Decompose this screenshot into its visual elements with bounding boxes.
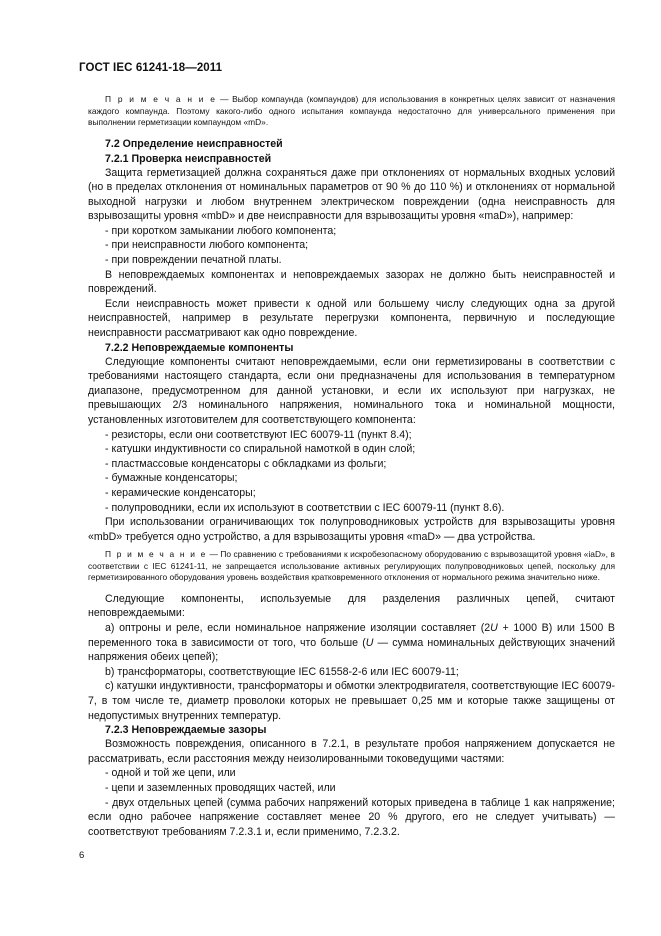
note-paragraph [88,94,615,129]
paragraph-item-c: с) катушки индуктивности, трансформаторы и обмотки электродвигателя, соответствующие IEC 60079-7, в том числе те, диаметр проволоки которых не превышает 0,25 мм и которые также защищены от недопустимых внутренних температур. [88,680,615,722]
variable-u: U [365,636,374,649]
list-item: - бумажные конденсаторы; [105,472,238,485]
list-item: - при повреждении печатной платы. [105,254,282,267]
paragraph: Возможность повреждения, описанного в 7.2.1, в результате пробоя напряжением допускается не рассматривать, если расстояния между неизолированными токоведущими частями: [88,738,615,765]
document-body [88,94,615,839]
section-heading-7-2-1: 7.2.1 Проверка неисправностей [105,152,272,165]
note-label: П р и м е ч а н и е [105,94,217,104]
list-item: - двух отдельных цепей (сумма рабочих напряжений которых приведена в таблице 1 как напряжение; если одно рабочее напряжение составляет менее 20 % другого, его не следует учитывать) — соответствуют требованиям 7.2.3.1 и, если применимо, 7.2.3.2. [88,796,615,838]
paragraph: Следующие компоненты считают неповреждаемыми, если они герметизированы в соответствии с требованиями настоящего стандарта, если они предназначены для использования в температурном диапазоне, предусмотренном для данной установки, и если их используют при нагрузках, не превышающих 2/3 номинального напряжения, номинального тока и номинальной мощности, установленных изготовителем для соответствующего компонента: [88,355,615,426]
list-item: - полупроводники, если их используют в соответствии с IEC 60079-11 (пункт 8.6). [105,501,505,514]
paragraph-item-b: b) трансформаторы, соответствующие IEC 61558-2-6 или IEC 60079-11; [105,665,459,678]
paragraph: Защита герметизацией должна сохраняться даже при отклонениях от нормальных входных условий (но в пределах отклонения от номинальных параметров от 90 % до 110 %) и отклонениях от нормальной выходной нагрузки и любом внутреннем электрическом повреждении (одна неисправность для взрывозащиты уровня «mbD» и две неисправности для взрывозащиты уровня «maD»), например: [88,166,615,223]
note-paragraph [88,549,615,584]
list-item: - одной и той же цепи, или [105,767,236,780]
text-run: — сумма номинальных действующих значений напряжения обеих цепей); [88,636,615,664]
list-item: - при неисправности любого компонента; [105,239,309,252]
text-run: + 1000 В) или 1500 В переменного тока в зависимости от того, что больше ( [88,622,615,649]
note-text: — Выбор компаунда (компаундов) для использования в конкретных целях зависит от назначения каждого компаунда. Поэтому какого-либо одного испытания компаунда недостаточно для универсального применения при выполнении герметизации компаундом «mD». [88,94,615,127]
variable-u: U [490,622,498,635]
paragraph: В неповреждаемых компонентах и неповреждаемых зазорах не должно быть неисправностей и повреждений. [88,268,615,296]
section-heading-7-2-2: 7.2.2 Неповреждаемые компоненты [105,341,294,354]
list-item: - пластмассовые конденсаторы с обкладками из фольги; [105,457,387,470]
text-run: а) оптроны и реле, если номинальное напряжение изоляции составляет (2 [105,622,491,635]
paragraph-item-a [88,621,615,665]
section-heading-7-2-3: 7.2.3 Неповреждаемые зазоры [105,724,267,737]
list-item: - цепи и заземленных проводящих частей, или [105,781,336,794]
page-number: 6 [79,850,85,861]
list-item: - катушки индуктивности со спиральной намоткой в один слой; [105,443,416,456]
note-label: П р и м е ч а н и е [105,549,207,560]
document-header: ГОСТ IEC 61241-18—2011 [79,62,223,74]
list-item: - резисторы, если они соответствуют IEC 60079-11 (пункт 8.4); [105,428,412,441]
paragraph: При использовании ограничивающих ток полупроводниковых устройств для взрывозащиты уровня «mbD» требуется одно устройство, а для взрывозащиты уровня «maD» — два устройства. [88,516,615,543]
paragraph: Следующие компоненты, используемые для разделения различных цепей, считают неповреждаемыми: [88,592,615,620]
paragraph: Если неисправность может привести к одной или большему числу следующих одна за другой неисправностей, например в результате перегрузки компонента, первичную и последующие неисправности рассматривают как одно повреждение. [88,297,615,340]
list-item: - при коротком замыкании любого компонента; [105,224,337,237]
note-text: — По сравнению с требованиями к искробезопасному оборудованию с взрывозащитой уровня «iaD», в соответствии с IEC 61241-11, не запрещается использование активных регулирующих полупроводниковых цепей, поскольку для герметизированного оборудования уровень воздействия кратковременного отклонения от нормального режима значительно ниже. [88,549,615,583]
list-item: - керамические конденсаторы; [105,486,256,499]
section-heading-7-2: 7.2 Определение неисправностей [105,137,283,150]
